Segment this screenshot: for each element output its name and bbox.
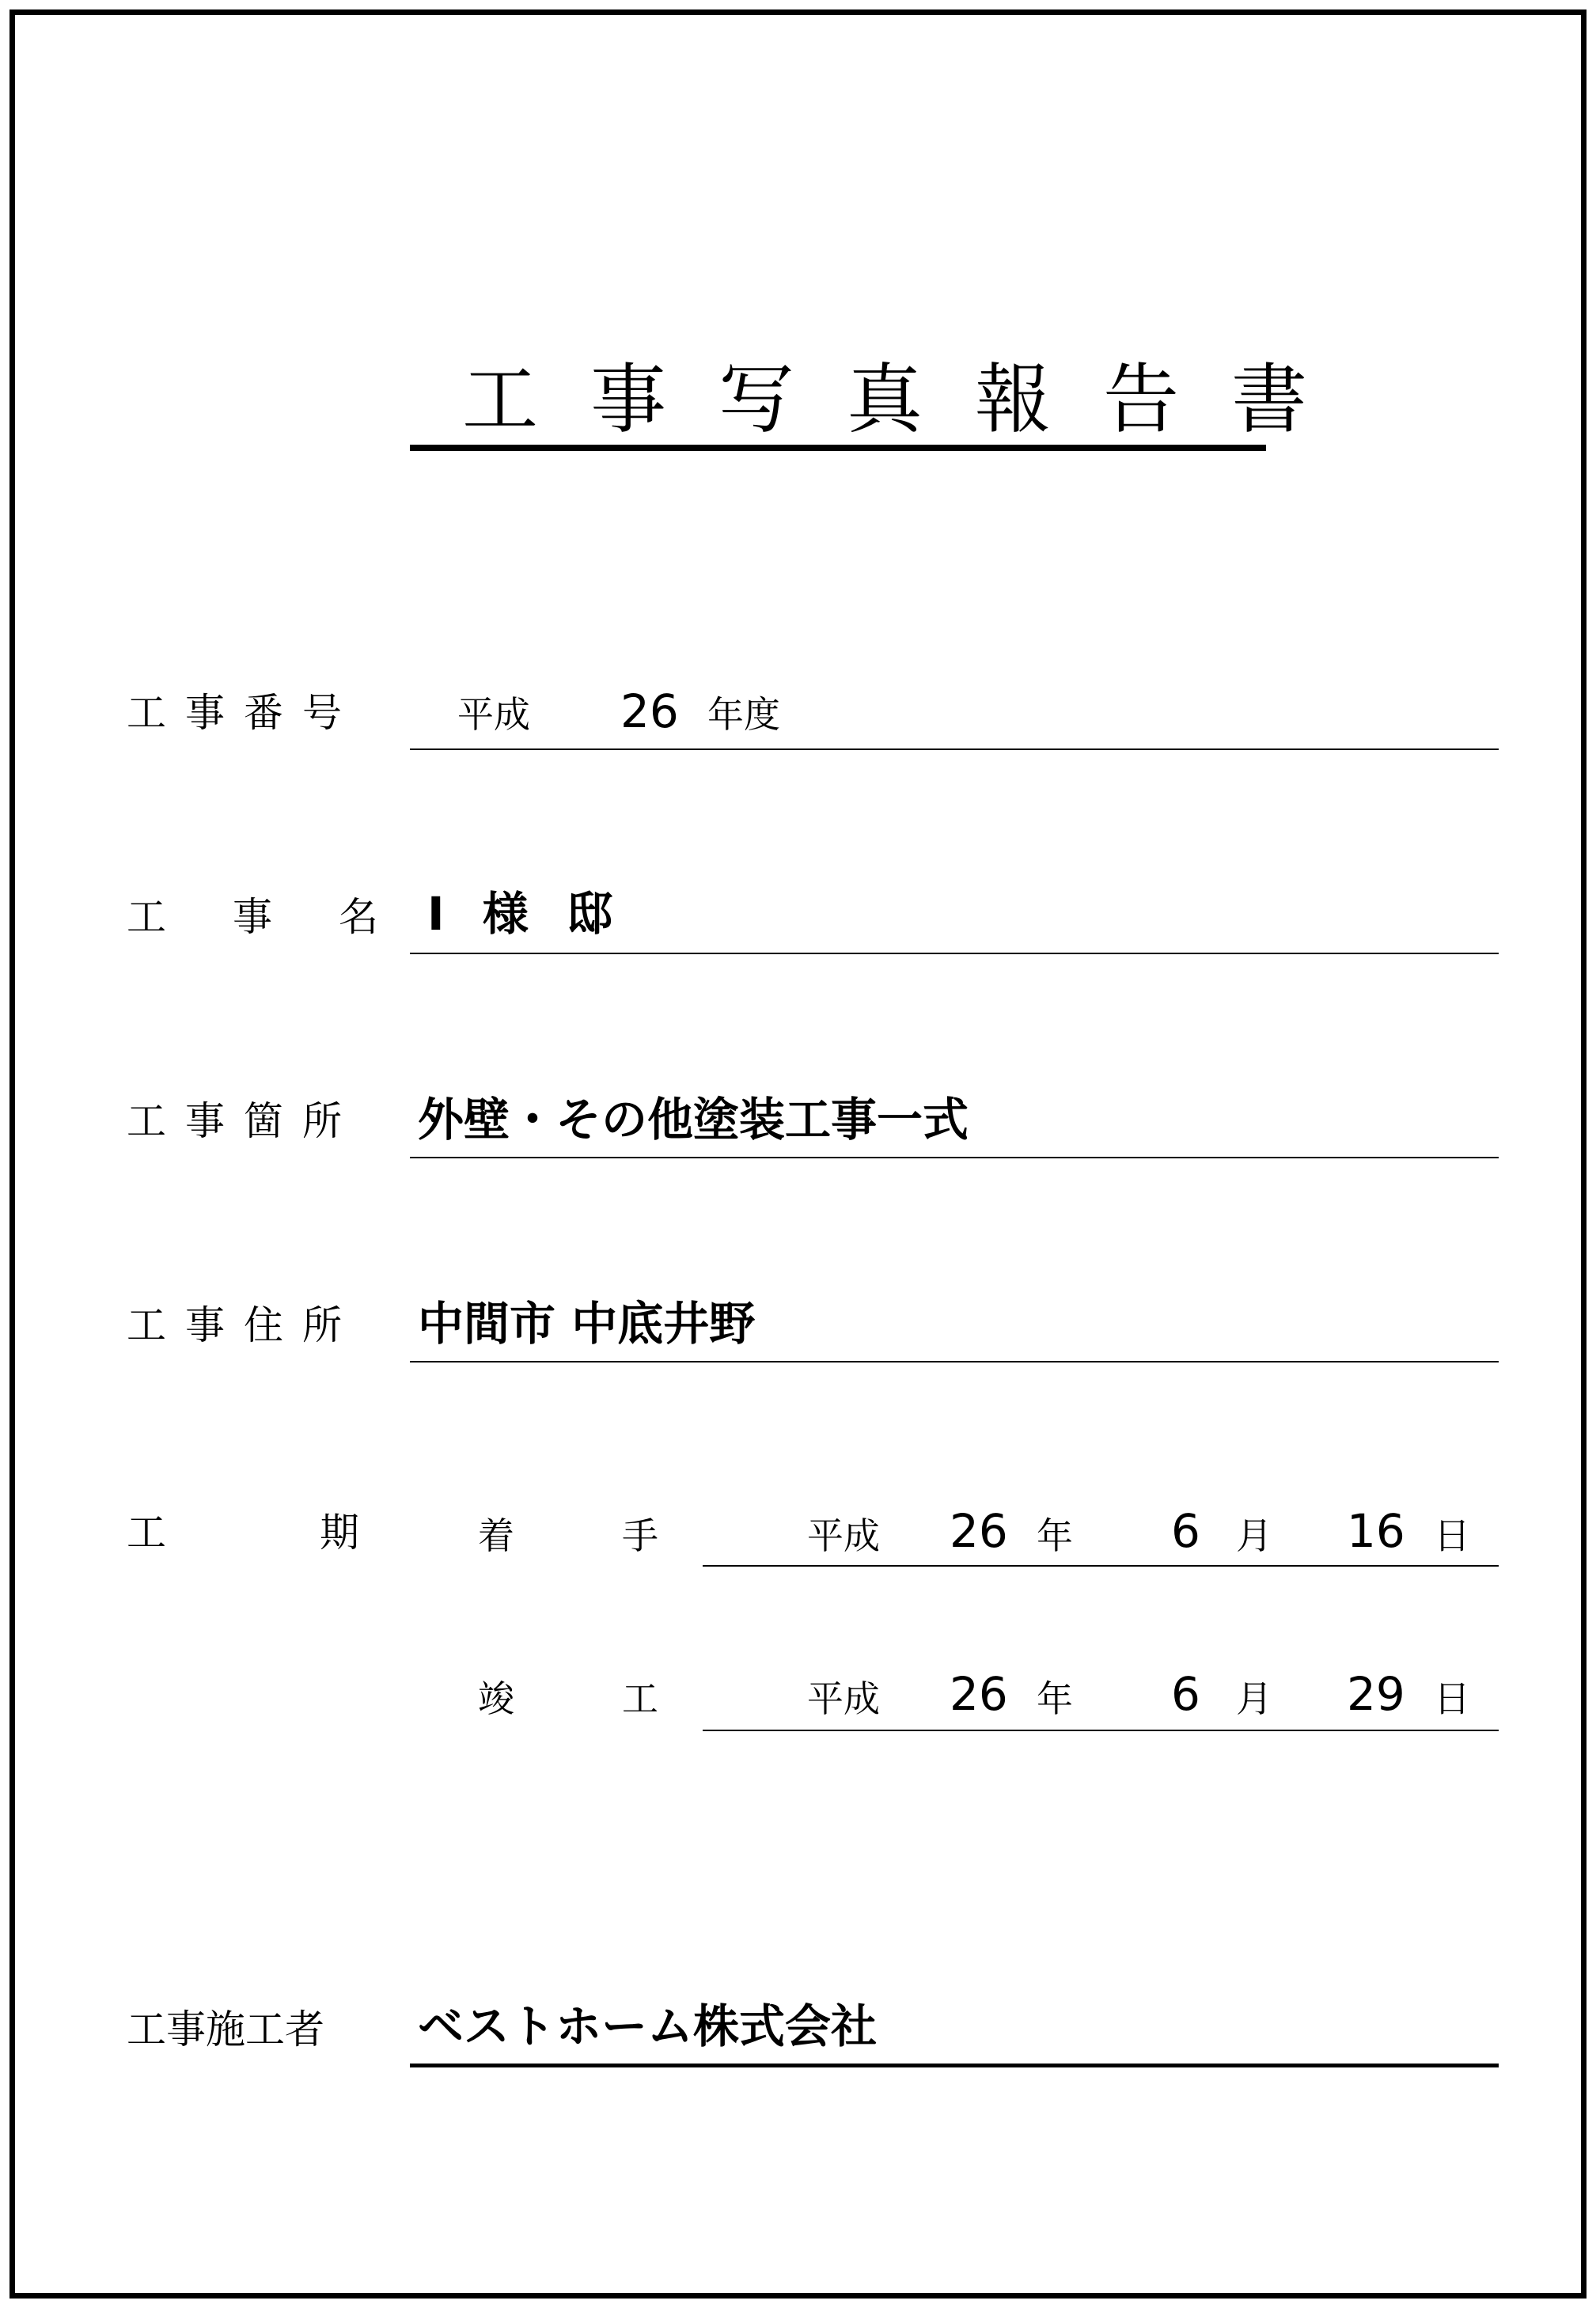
page-title: 工事写真報告書 — [462, 355, 1359, 444]
name-underline — [410, 953, 1499, 954]
start-day: 16 — [1347, 1504, 1405, 1558]
end-month: 6 — [1171, 1667, 1200, 1721]
contractor-value: ベストホーム株式会社 — [418, 1999, 878, 2053]
location-underline — [410, 1157, 1499, 1158]
location-label: 工事箇所 — [127, 1098, 361, 1144]
name-value: I 様 邸 — [427, 887, 624, 941]
number-label: 工事番号 — [127, 690, 361, 736]
start-year-unit: 年 — [1037, 1514, 1073, 1557]
end-month-unit: 月 — [1236, 1677, 1272, 1720]
end-underline — [703, 1730, 1499, 1731]
number-underline — [410, 748, 1499, 750]
contractor-label: 工事施工者 — [127, 2007, 324, 2052]
start-month: 6 — [1171, 1504, 1200, 1558]
address-underline — [410, 1361, 1499, 1362]
number-era: 平成 — [457, 693, 530, 736]
contractor-underline — [410, 2064, 1499, 2067]
title-underline — [410, 445, 1266, 451]
start-label: 着手 — [478, 1514, 766, 1557]
start-month-unit: 月 — [1236, 1514, 1272, 1557]
end-year-unit: 年 — [1037, 1677, 1073, 1720]
end-year: 26 — [950, 1667, 1008, 1721]
end-label: 竣工 — [478, 1677, 766, 1720]
address-label: 工事住所 — [127, 1302, 361, 1348]
period-label: 工期 — [127, 1510, 513, 1556]
end-day-unit: 日 — [1434, 1677, 1470, 1720]
start-era: 平成 — [807, 1514, 880, 1557]
address-value: 中間市 中底井野 — [418, 1297, 756, 1351]
start-underline — [703, 1565, 1499, 1567]
start-day-unit: 日 — [1434, 1514, 1470, 1557]
end-era: 平成 — [807, 1677, 880, 1720]
number-suffix: 年度 — [707, 693, 780, 736]
number-year: 26 — [620, 684, 679, 738]
start-year: 26 — [950, 1504, 1008, 1558]
location-value: 外壁・その他塗装工事一式 — [418, 1093, 969, 1146]
name-label: 工事名 — [127, 894, 445, 940]
end-day: 29 — [1347, 1667, 1405, 1721]
